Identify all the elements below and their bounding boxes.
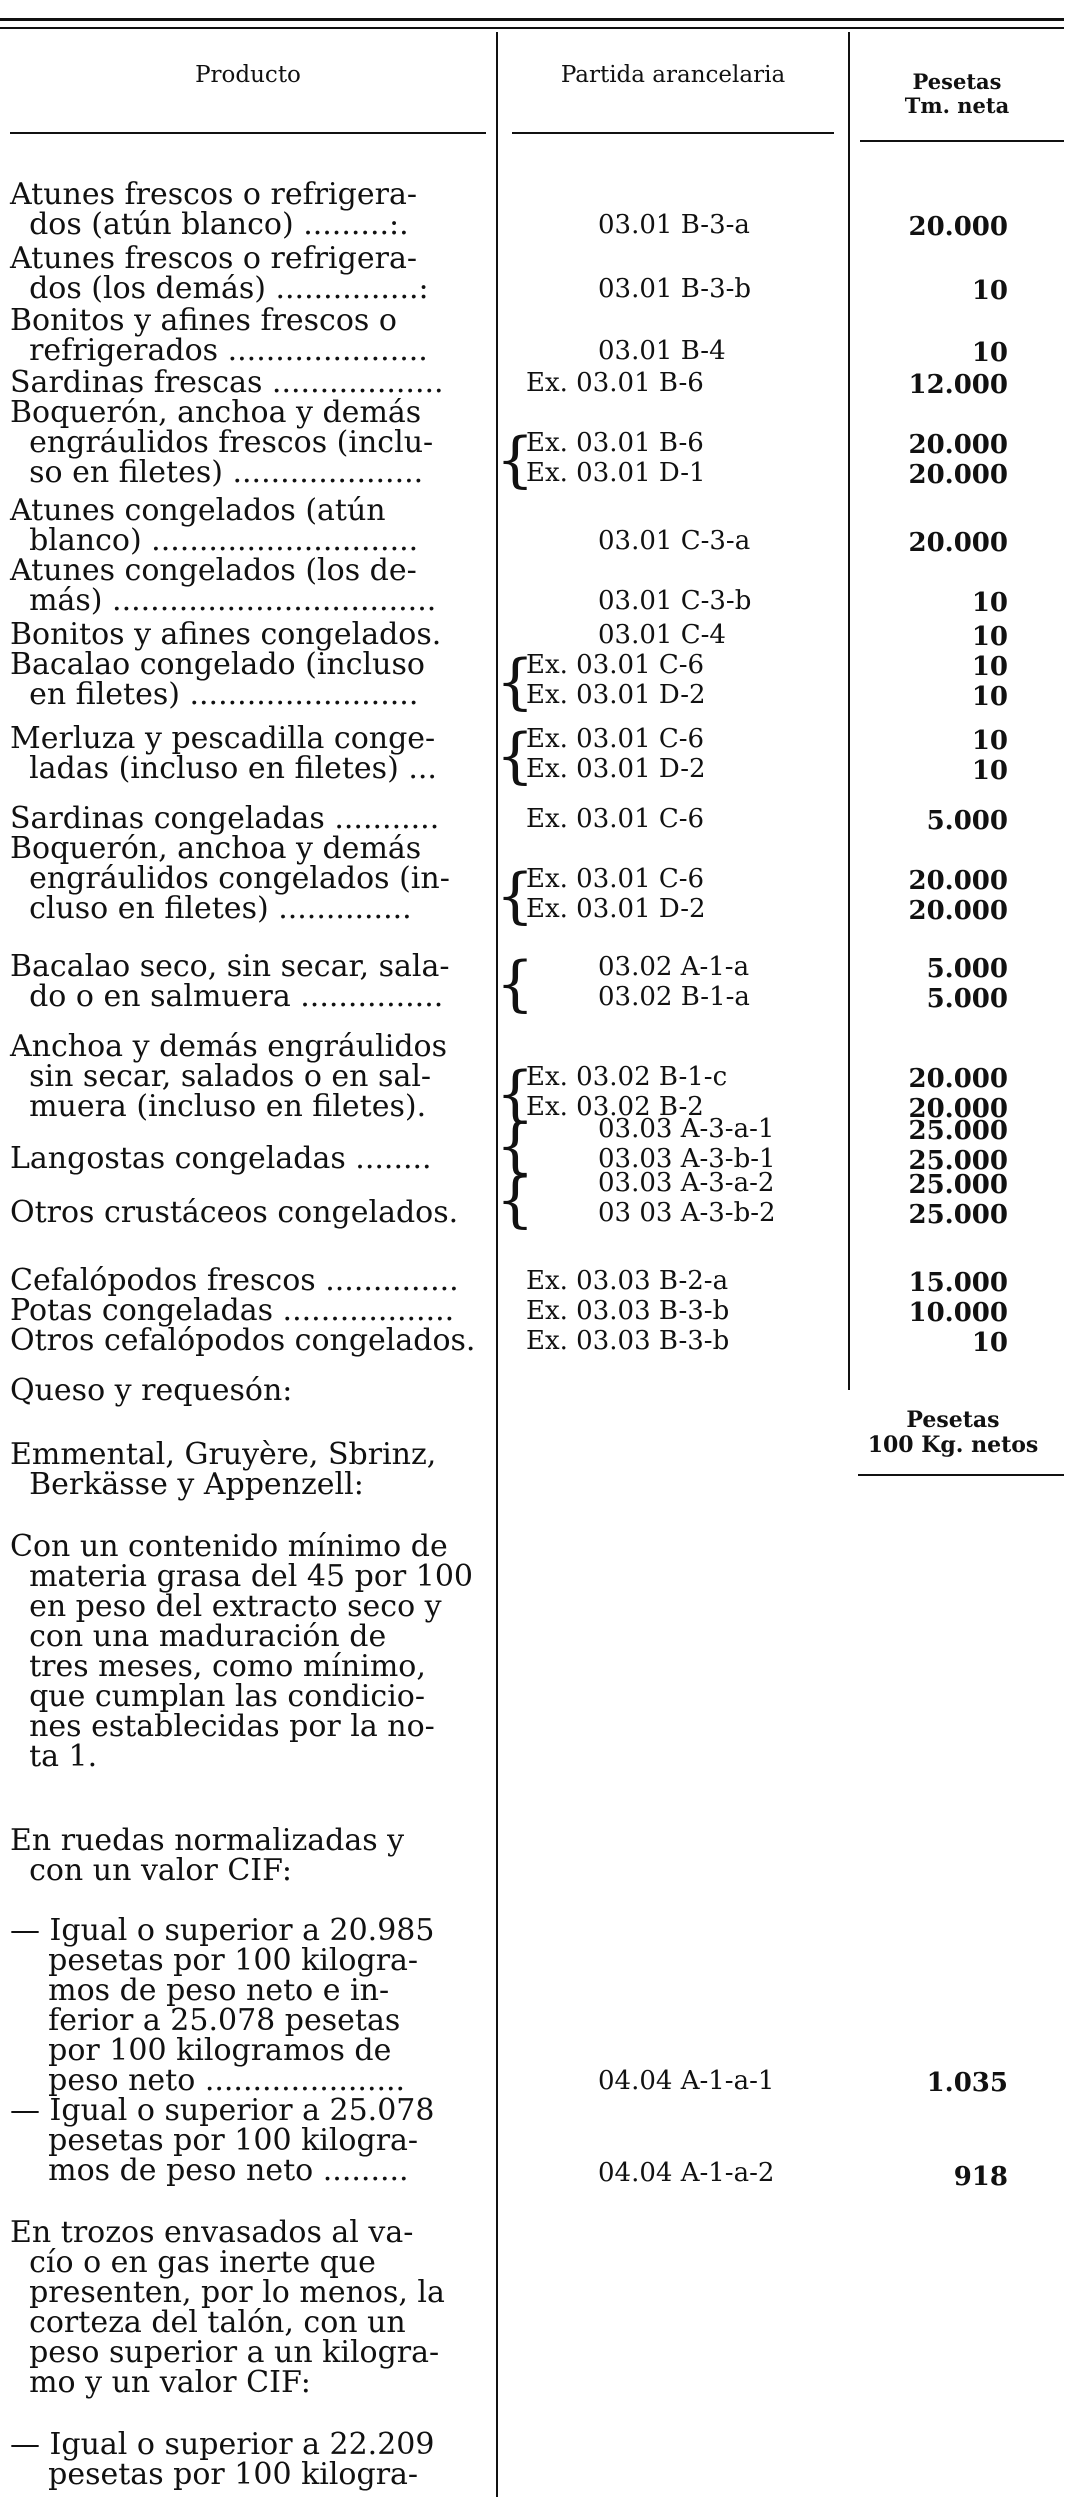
queso-heading: Queso y requesón: [10,1373,293,1408]
partida-cell: 03.03 A-3-a-1 [598,1114,775,1144]
partida-cell: Ex. 03.01 C-6 [526,804,705,834]
product-cell: Potas congeladas .................. [10,1293,455,1328]
header-pesetas: Pesetas Tm. neta [904,69,1010,118]
value-cell: 25.000 [908,1116,1008,1146]
value-cell: 10.000 [908,1298,1008,1328]
brace-icon: { [496,721,535,791]
product-cell: Langostas congeladas ........ [10,1141,432,1176]
product-cell: Anchoa y demás engráulidos sin secar, salados o en sal- muera (incluso en filetes). [10,1029,447,1124]
column-divider-1 [496,32,498,2497]
value-cell: 12.000 [908,370,1008,400]
product-cell: Otros crustáceos congelados. [10,1195,459,1230]
partida-cell: 03.01 C-4 [598,620,726,650]
value-cell: 20.000 [908,866,1008,896]
product-cell: Atunes frescos o refrigera- dos (atún blanco) .........:. [10,177,417,242]
header-underline-1 [10,132,486,134]
item1-value: 1.035 [926,2068,1008,2098]
header-producto: Producto [195,62,301,88]
partida-cell: Ex. 03.03 B-3-b [526,1326,730,1356]
header-partida: Partida arancelaria [560,62,786,88]
unit-header-100kg: Pesetas 100 Kg. netos [867,1407,1039,1458]
partida-cell: Ex. 03.01 C-6 [526,864,705,894]
value-cell: 25.000 [908,1170,1008,1200]
value-cell: 5.000 [926,954,1008,984]
partida-cell: 03.01 B-3-a [598,210,750,240]
product-cell: Bacalao seco, sin secar, sala- do o en salmuera ............... [10,949,450,1014]
partida-cell: Ex. 03.01 B-6 [526,428,704,458]
value-cell: 10 [971,682,1008,712]
product-cell: Atunes congelados (los de- más) .................................. [10,553,437,618]
value-cell: 20.000 [908,430,1008,460]
product-cell: Boquerón, anchoa y demás engráulidos congelados (in- cluso en filetes) .............. [10,831,450,926]
value-cell: 20.000 [908,212,1008,242]
value-cell: 20.000 [908,1094,1008,1124]
top-rule-1 [0,18,1064,21]
item2-text: — Igual o superior a 25.078 pesetas por 100 kilogra- mos de peso neto ......... [10,2093,435,2188]
value-cell: 10 [971,588,1008,618]
item1-partida: 04.04 A-1-a-1 [598,2066,775,2096]
brace-icon: { [496,1165,535,1235]
value-cell: 10 [971,276,1008,306]
value-cell: 20.000 [908,528,1008,558]
partida-cell: 03.02 A-1-a [598,952,750,982]
partida-cell: Ex. 03.02 B-2 [526,1092,704,1122]
value-cell: 5.000 [926,984,1008,1014]
value-cell: 10 [971,726,1008,756]
value-cell: 10 [971,622,1008,652]
column-divider-2 [848,32,850,1390]
value-cell: 15.000 [908,1268,1008,1298]
partida-cell: Ex. 03.02 B-1-c [526,1062,728,1092]
ruedas-text: En ruedas normalizadas y con un valor CIF: [10,1823,405,1888]
partida-cell: 03.02 B-1-a [598,982,750,1012]
emmental-text: Emmental, Gruyère, Sbrinz, Berkässe y Appenzell: [10,1437,437,1502]
product-cell: Boquerón, anchoa y demás engráulidos frescos (inclu- so en filetes) .................... [10,395,434,490]
product-cell: Atunes congelados (atún blanco) ............................ [10,493,419,558]
header-underline-3 [860,140,1064,142]
contenido-text: Con un contenido mínimo de materia grasa del 45 por 100 en peso del extracto seco y con una maduración de tres meses, como mínimo, que cumplan las condicio- nes establecidas por la no- ta 1. [10,1529,474,1774]
partida-cell: Ex. 03.01 D-2 [526,680,706,710]
value-cell: 20.000 [908,460,1008,490]
partida-cell: 03.01 B-4 [598,336,726,366]
partida-cell: 03.01 C-3-b [598,586,752,616]
brace-icon: { [496,1059,535,1129]
brace-icon: { [496,861,535,931]
partida-cell: 03.03 A-3-b-1 [598,1144,776,1174]
value-cell: 20.000 [908,1064,1008,1094]
partida-cell: Ex. 03.01 B-6 [526,368,704,398]
brace-icon: { [496,647,535,717]
brace-icon: { [496,1111,535,1181]
product-cell: Bacalao congelado (incluso en filetes) ........................ [10,647,425,712]
product-cell: Atunes frescos o refrigera- dos (los demás) ...............: [10,241,429,306]
partida-cell: 03.01 B-3-b [598,274,752,304]
item3-text: — Igual o superior a 22.209 pesetas por 100 kilogra- [10,2427,435,2492]
header-underline-2 [512,132,834,134]
value-cell: 10 [971,652,1008,682]
product-cell: Merluza y pescadilla conge- ladas (incluso en filetes) ... [10,721,437,786]
unit-underline [858,1474,1064,1476]
trozos-text: En trozos envasados al va- cío o en gas inerte que presenten, por lo menos, la corteza del talón, con un peso superior a un kilogra- mo y un valor CIF: [10,2215,445,2400]
item2-partida: 04.04 A-1-a-2 [598,2158,775,2188]
top-rule-2 [0,27,1064,29]
product-cell: Sardinas frescas .................. [10,365,444,400]
product-cell: Sardinas congeladas ........... [10,801,440,836]
item1-text: — Igual o superior a 20.985 pesetas por 100 kilogra- mos de peso neto e in- ferior a 25.078 pesetas por 100 kilogramos de peso neto ..................... [10,1913,435,2098]
partida-cell: Ex. 03.01 D-2 [526,894,706,924]
value-cell: 25.000 [908,1200,1008,1230]
product-cell: Otros cefalópodos congelados. [10,1323,476,1358]
value-cell: 10 [971,338,1008,368]
product-cell: Cefalópodos frescos .............. [10,1263,459,1298]
partida-cell: Ex. 03.01 C-6 [526,650,705,680]
product-cell: Bonitos y afines congelados. [10,617,442,652]
item2-value: 918 [953,2162,1008,2192]
partida-cell: Ex. 03.01 D-2 [526,754,706,784]
brace-icon: { [496,425,535,495]
partida-cell: Ex. 03.03 B-2-a [526,1266,729,1296]
product-cell: Bonitos y afines frescos o refrigerados ..................... [10,303,428,368]
brace-icon: { [496,949,535,1019]
value-cell: 25.000 [908,1146,1008,1176]
partida-cell: Ex. 03.03 B-3-b [526,1296,730,1326]
partida-cell: 03.03 A-3-a-2 [598,1168,775,1198]
partida-cell: Ex. 03.01 D-1 [526,458,706,488]
value-cell: 10 [971,1328,1008,1358]
partida-cell: Ex. 03.01 C-6 [526,724,705,754]
partida-cell: 03.01 C-3-a [598,526,751,556]
partida-cell: 03 03 A-3-b-2 [598,1198,776,1228]
value-cell: 5.000 [926,806,1008,836]
value-cell: 10 [971,756,1008,786]
value-cell: 20.000 [908,896,1008,926]
